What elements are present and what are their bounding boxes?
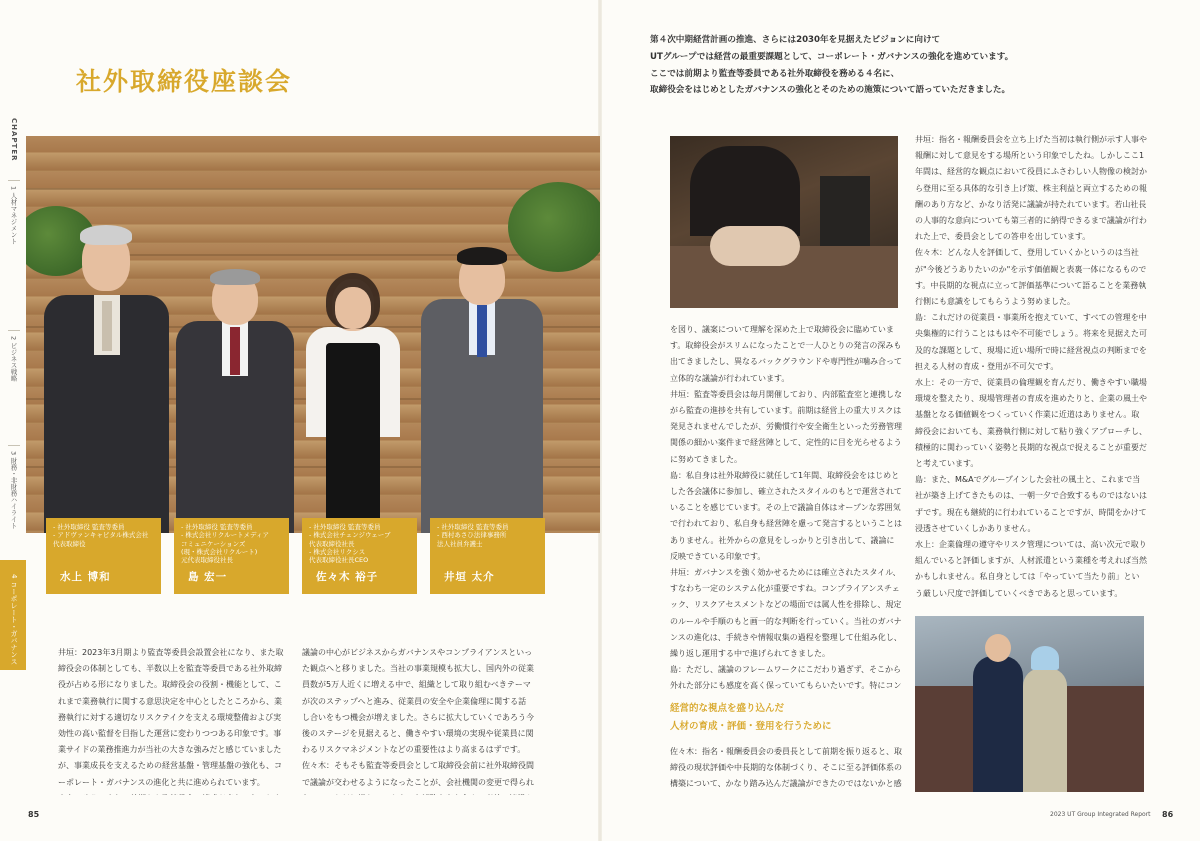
member-name: 井垣 太介 [444,571,495,583]
member-name: 島 宏一 [188,571,228,583]
member-name: 水上 博和 [60,571,111,583]
member-card-3 [302,518,417,594]
rail-item-3[interactable]: 3 財務・非財務ハイライト [9,451,18,529]
member-card-4 [430,518,545,594]
hard-hat [1031,646,1059,670]
section-subheading: 経営的な視点を盛り込んだ 人材の育成・評価・登用を行うために [670,703,832,732]
intro-lead: 第４次中期経営計画の推進、さらには2030年を見据えたビジョンに向けて UTグループでは経営の最重要課題として、コーポレート・ガバナンスの強化を進めています。 ここでは前期より監査等委員である社外取締役を務める４名に、 取締役会をはじめとしたガバナンスの強化とそのための施策について語っていただきました。 [650,35,1014,96]
member-role: - 社外取締役 監査等委員 - 株式会社リクルートメディア コミュニケーションズ (現・株式会社リクルート) 元代表取締役社長 [181,523,270,565]
member-role: - 社外取締役 監査等委員 - 株式会社チェンジウェーブ 代表取締役社長 - 株式会社リクシス 代表取締役社長CEO [309,523,391,565]
member-card-2 [174,518,289,594]
person-mizukami [44,183,169,533]
factory-photo [915,616,1144,792]
rail-item-2[interactable]: 2 ビジネス戦略 [9,336,18,382]
person-shima [176,203,294,533]
meeting-hands [710,226,800,266]
page-title: 社外取締役座談会 [76,67,293,96]
meeting-person-silhouette [690,146,800,236]
body-column-1: 井垣：2023年3月期より監査等委員会設置会社になり、また取締役会の体制としても、半数以上を監査等委員である社外取締役が占める形になりました。取締役会の役割・機能として、これまで業務執行に関する意思決定を中心としたところから、業務執行に対する適切なリスクテイクを支える環境整備および実効性の高い監督を目指した運営に変わりつつある印象です。事業サイドの業務推進力が当社の大きな強みだと感じていましたが、事業成長を支えるための経営基盤・管理基盤の強化も、コーポレート・ガバナンスの進化と共に進められています。 [58,648,284,787]
person-sasaki [304,233,402,533]
member-role: - 社外取締役 監査等委員 - アドヴァンキャピタル株式会社 代表取締役 [53,523,149,548]
rail-item-1[interactable]: 1 人材マネジメント [9,186,18,245]
body-column-4: 井垣：指名・報酬委員会を立ち上げた当初は執行側が示す人事や報酬に対して意見をする場所という印象でしたね。しかしここ1年間は、経営的な観点において役員にふさわしい人物像の検討から登用に至る具体的な引き上げ策、株主利益と両立するための報酬のあり方など、かなり活発に議論が持たれています。若山社長の人事的な意向についても第三者的に納得できるまで議論が行われた上で、委員会としての答申を出しています。 佐々木：どんな人を評価して、登用していくかというのは当社が"今後どうありたいのか"を示す価値観と表裏一体になるものです。中長期的な視点に立って評価基準について語ることを業務執行側にも意識をしてもらうよう努めました。 島：これだけの従業員・事業所を抱えていて、すべての管理を中央集権的に行うことはもはや不可能でしょう。将来を見据えた可及的な課題として、現場に近い場所で時に経営視点の判断までを担える人材の育成・登用が不可欠です。 水上：その一方で、従業員の倫理観を育んだり、働きやすい職場環境を整えたり、現場管理者の育成を進めたりと、企業の風土や基盤となる価値観をつくっていく作業に近道はありません。取締役会においても、業務執行側に対して粘り強くアプローチし、積極的に関わっていく姿勢と長期的な視点で捉えることが重要だと考えています。 島：また、M&Aでグループインした会社の風土と、これまで当社が築き上げてきたものは、一朝一夕で合致するものではないはずです。現在も継続的に行われていることですが、時間をかけて浸透させていくしかありません。 水上：企業倫理の遵守やリスク管理については、高い次元で取り組んでいると評価しますが、人材派遣という業種を考えれば当然かもしれません。私自身としては「やっていて当たり前」という厳しい尺度で評価していくべきであると思っています。 [915,135,1147,598]
worker-uniform [1023,668,1067,792]
meeting-photo [670,136,898,308]
group-photo [26,136,600,533]
rail-divider [8,180,20,181]
meeting-laptop [820,176,870,246]
worker-head [985,634,1011,662]
body-column-2: 議論の中心がビジネスからガバナンスやコンプライアンスといった観点へと移りました。当社の事業規模も拡大し、国内外の従業員数が5万人近くに増える中で、組織として取り組むべきテーマが次のステップへと進み、従業員の安全や企業倫理に関する話し合いをもつ機会が増えました。さらに拡大していくであろう今後のステージを見据えると、働きやすい環境の実現や従業員に関わるリスクマネジメントなどの重要性はより高まるはずです。 佐々木：そもそも監査等委員会として取締役会前に社外取締役間で議論が交わせるようになったことが、会社機関の変更で得られ [302,648,534,787]
rail-item-4[interactable]: 4 コーポレート・ガバナンス [10,574,18,665]
person-igaki [421,193,543,533]
page-number-left: 85 [28,810,40,819]
chapter-rail-header: CHAPTER [10,118,18,162]
member-role: - 社外取締役 監査等委員 - 西村あさひ法律事務所 法人社員弁護士 [437,523,509,548]
member-card-1 [46,518,161,594]
body-column-3b: 佐々木：指名・報酬委員会の委員長として前期を振り返ると、取締役の現状評価や中長期的な体制づくり、そこに至る評価体系の構築について、かなり踏み込んだ議論ができたのではないかと感 [670,747,902,789]
footer-report-title: 2023 UT Group Integrated Report [1050,811,1151,818]
body-column-3: を図り、議案について理解を深めた上で取締役会に臨めています。取締役会がスリムになったことで一人ひとりの発言の深みも出てきましたし、異なるバックグラウンドや専門性が噛み合って立体的な議論が行われています。 井垣：監査等委員会は毎月開催しており、内部監査室と連携しながら監査の進捗を共有しています。前期は経営上の重大リスクは発見されませんでしたが、労働慣行や安全衛生といった労務管理関係の細かい案件まで経営陣として、定性的に目を光らせるように努めてきました。 島：私自身は社外取締役に就任して1年間、取締役会をはじめとした各会議体に参加し、確立されたスタイルのもとで運営されていることを感じています。その上で議論自体はオープンな雰囲気で行われており、私自身も経営陣を慮って発言するということはありません。社外からの意見をしっかりと引き出して、議論に反映できている印象です。 井垣：ガバナンスを強く効かせるためには確立されたスタイル、すなわち一定のシステム化が重要ですね。コンプライアンスチェック、リスクアセスメントなどの場面では属人性を排除し、規定のルールや手順のもと画一的な判断を行っていく。当社のガバナンスの進化は、手続きや情報収集の過程を整理して仕組み化し、繰り返し運用する中で進げられてきました。 島：ただし、議論のフレームワークにこだわり過ぎず、そこから外れた部分にも感度を高く保っていてもらいたいです。特にコン [670,325,902,691]
rail-divider [8,445,20,446]
member-name: 佐々木 裕子 [316,571,379,583]
page-number-right: 86 [1162,810,1174,819]
rail-divider [8,330,20,331]
worker-suit [973,656,1023,792]
